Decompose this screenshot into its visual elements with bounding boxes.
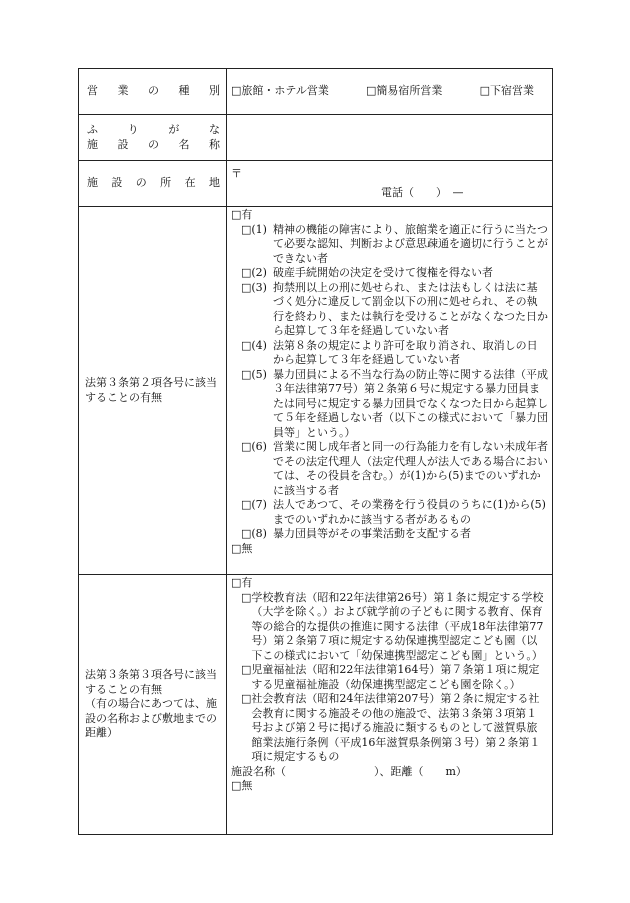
facility-address-label-char: の — [135, 176, 147, 190]
article3-3-label-note: （有の場合にあつては、施設の名称および敷地までの距離） — [85, 697, 217, 740]
article3-2-item-checkbox[interactable]: □(4) — [241, 338, 267, 352]
business-type-option-checkbox[interactable]: □簡易宿所営業 — [366, 84, 443, 98]
article3-2-item-text: 拘禁刑以上の刑に処せられ、または法もしくは法に基づく処分に違反して罰金以下の刑に処せられ、その執行を終わり、または執行を受けることがなくなつた日から起算して３年を経過していない者 — [272, 280, 548, 337]
article3-3-options — [227, 575, 553, 835]
facility-address-label — [79, 161, 227, 207]
article3-2-item-checkbox[interactable]: □(3) — [241, 280, 267, 294]
article3-2-item-text: 法人であつて、その業務を行う役員のうちに(1)から(5)までのいずれかに該当する者があるもの — [272, 498, 546, 526]
facility-name-label-char: 施 — [87, 137, 98, 151]
article3-3-yes-checkbox[interactable]: □有 — [231, 576, 253, 589]
article3-2-item[interactable] — [231, 527, 548, 542]
article3-3-item-text: 児童福祉法（昭和22年法律第164号）第７条第１項に規定する児童福祉施設（幼保連携型認定こども園を除く。） — [251, 663, 540, 691]
row-facility-address — [79, 161, 553, 207]
facility-address-label-char: 施 — [87, 176, 98, 190]
article3-3-item-checkbox[interactable]: □ — [241, 663, 252, 676]
business-type-option-checkbox[interactable]: □下宿営業 — [479, 84, 534, 98]
business-type-label-char: 種 — [178, 84, 190, 98]
article3-2-item[interactable] — [231, 498, 548, 527]
facility-name-field[interactable] — [227, 115, 553, 161]
article3-2-item-checkbox[interactable]: □(1) — [241, 222, 267, 236]
facility-name-furigana-char: り — [127, 123, 139, 136]
row-article3-2 — [79, 207, 553, 575]
article3-2-item-text: 法第８条の規定により許可を取り消され、取消しの日から起算して３年を経過していない者 — [272, 338, 538, 366]
article3-2-item-text: 暴力団員による不当な行為の防止等に関する法律（平成３年法律第77号）第２条第６号に規定する暴力団員または同号に規定する暴力団員でなくなつた日から起算して５年を経過しない者（以下この様式において「暴力団員等」という。） — [272, 367, 548, 439]
article3-2-item[interactable] — [231, 368, 548, 441]
business-type-label-char: 別 — [209, 84, 220, 98]
facility-name-label — [79, 115, 227, 161]
article3-2-yes-checkbox[interactable]: □有 — [231, 208, 253, 221]
article3-2-label — [79, 207, 227, 575]
postal-mark: 〒 — [231, 167, 242, 180]
facility-name-furigana-char: が — [168, 123, 180, 136]
article3-3-item-checkbox[interactable]: □ — [241, 692, 252, 705]
article3-2-item-checkbox[interactable]: □(8) — [241, 527, 267, 540]
article3-2-item-text: 破産手続開始の決定を受けて復権を得ない者 — [272, 266, 493, 279]
facility-address-label-char: 在 — [184, 176, 196, 190]
facility-name-furigana-char: ふ — [87, 123, 98, 136]
application-form-table — [78, 68, 553, 835]
facility-name-label-char: 設 — [117, 137, 129, 151]
business-type-options — [227, 69, 553, 115]
article3-2-item-checkbox[interactable]: □(7) — [241, 498, 267, 511]
article3-2-item-text: 営業に関し成年者と同一の行為能力を有しない未成年者でその法定代理人（法定代理人が法人である場合においては、その役員を含む。）が(1)から(5)までのいずれかに該当する者 — [272, 440, 548, 497]
article3-2-item[interactable] — [231, 440, 548, 498]
article3-2-options — [227, 207, 553, 575]
row-article3-3 — [79, 575, 553, 835]
facility-name-furigana-char: な — [208, 123, 220, 136]
article3-3-label-main: 法第３条第３項各号に該当することの有無 — [85, 668, 217, 696]
article3-2-item[interactable] — [231, 281, 548, 339]
facility-name-label-char: 名 — [178, 137, 190, 151]
facility-address-label-char: 所 — [160, 176, 172, 190]
business-type-label-char: 業 — [117, 84, 129, 98]
article3-3-label — [79, 575, 227, 835]
article3-2-item-checkbox[interactable]: □(6) — [241, 440, 267, 453]
business-type-option-checkbox[interactable]: □旅館・ホテル営業 — [231, 84, 329, 98]
article3-3-item-text: 社会教育法（昭和24年法律第207号）第２条に規定する社会教育に関する施設その他の施設で、法第３条第３項第１号および第２号に掲げる施設に類するものとして滋賀県旅館業法施行条例（平成16年滋賀県条例第３号）第２条第１項に規定するもの — [251, 692, 541, 763]
article3-2-item[interactable] — [231, 266, 548, 281]
article3-2-no-checkbox[interactable]: □無 — [231, 541, 253, 555]
article3-2-item-checkbox[interactable]: □(2) — [241, 266, 267, 279]
article3-3-item[interactable] — [231, 663, 548, 692]
business-type-label-char: の — [148, 84, 159, 98]
article3-2-label-text: 法第３条第２項各号に該当することの有無 — [85, 376, 217, 404]
facility-name-label-char: 称 — [209, 137, 220, 151]
article3-2-item-checkbox[interactable]: □(5) — [241, 367, 267, 381]
article3-3-item-checkbox[interactable]: □ — [241, 590, 252, 604]
business-type-label-char: 営 — [87, 84, 98, 98]
article3-3-no-checkbox[interactable]: □無 — [231, 779, 253, 792]
facility-address-field[interactable] — [227, 161, 553, 207]
phone-text: 電話（ ） — — [381, 185, 464, 199]
facility-name-label-char: の — [148, 137, 159, 151]
article3-2-item-text: 精神の機能の障害により、旅館業を適正に行うに当たつて必要な認知、判断および意思疎通を適切に行うことができない者 — [272, 222, 548, 265]
article3-2-item[interactable] — [231, 339, 548, 368]
article3-2-item[interactable] — [231, 223, 548, 267]
row-business-type — [79, 69, 553, 115]
article3-3-item[interactable] — [231, 692, 548, 765]
row-facility-name — [79, 115, 553, 161]
distance-line[interactable]: 施設名称（ ）、距離（ m） — [231, 764, 467, 778]
article3-3-item-text: 学校教育法（昭和22年法律第26号）第１条に規定する学校（大学を除く。）および就学前の子どもに関する教育、保育等の総合的な提供の推進に関する法律（平成18年法律第77号）第２条第７項に規定する幼保連携型認定こども園（以下この様式において「幼保連携型認定こども園」という。） — [251, 590, 544, 662]
article3-2-item-text: 暴力団員等がその事業活動を支配する者 — [272, 527, 471, 540]
article3-3-item[interactable] — [231, 591, 548, 664]
facility-address-label-char: 地 — [208, 176, 220, 190]
business-type-label — [79, 69, 227, 115]
facility-address-label-char: 設 — [111, 176, 123, 190]
